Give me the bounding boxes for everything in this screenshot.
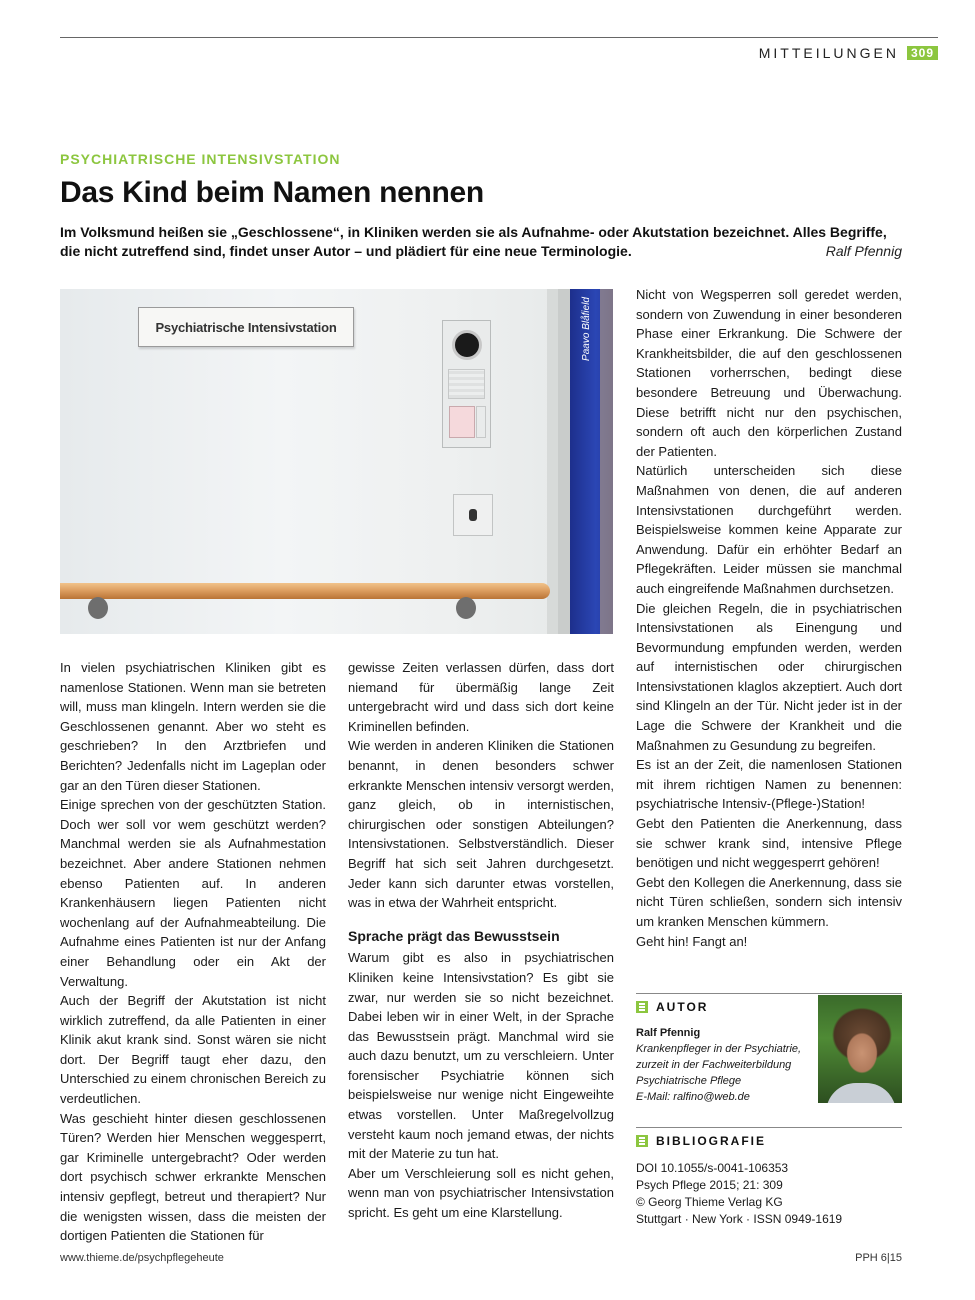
author-detail: Krankenpfleger in der Psychiatrie, [636, 1043, 802, 1055]
bibliography-lines [636, 1160, 902, 1228]
page-number-badge: 309 [907, 46, 938, 60]
paragraph: Warum gibt es also in psychiatrischen Kliniken keine Intensivstation? Es gibt sie zwar, nur werden sie so nicht bezeichnet. Dabei leben wir in einer Welt, in der Sprache das Bewusstsein prägt. Manchmal wird sie auch dazu benutzt, um zu verschleiern. Unter forensischer Psychiatrie können sich beispielsweise nur wenige nicht Eingeweihte etwas vorstellen. Unter Maßregelvollzug versteht kaum noch jemand etwas, der nichts mit der Materie zu tun hat. [348, 950, 614, 1162]
article-lead: Im Volksmund heißen sie „Geschlossene“, in Kliniken werden sie als Aufnahme- oder Akutstation bezeichnet. Alles Begriffe, die nicht zutreffend sind, findet unser Autor – und plädiert für eine neue Terminologie. [60, 224, 887, 259]
author-name: Ralf Pfennig [636, 1027, 701, 1039]
bibliography-citation: Psych Pflege 2015; 21: 309 [636, 1178, 783, 1192]
list-icon [636, 1135, 648, 1147]
footer-url[interactable]: www.thieme.de/psychpflegeheute [60, 1252, 224, 1264]
photo-panel-segment [476, 406, 486, 438]
photo-sign-text: Psychiatrische Intensivstation [155, 319, 337, 335]
bibliography-title [636, 1131, 902, 1151]
lead-author: Ralf Pfennig [825, 243, 902, 259]
section-name: MITTEILUNGEN [758, 45, 899, 61]
paragraph: Gebt den Patienten die Anerkennung, dass sie schwer krank sind, intensive Pflege benötigen und nicht weggesperrt gehören! [636, 816, 902, 871]
article-photo [60, 289, 613, 634]
photo-camera-icon [452, 330, 482, 360]
photo-door-edge [600, 289, 613, 634]
paragraph: Einige sprechen von der geschützten Station. Doch wer soll vor wem geschützt werden? Manchmal werden sie als Aufnahmestation bezeichnet. Aber andere Stationen nehmen ebenso Patienten auf. In anderen Krankenhäusern liegen Patienten nicht wochenlang auf der Aufnahmeabteilung. Die Aufnahme eines Patienten ist nur der Anfang einer Behandlung oder ein Akt der Verwaltung. [60, 797, 326, 989]
bibliography-publisher: © Georg Thieme Verlag KG [636, 1195, 783, 1209]
divider [636, 1127, 902, 1128]
author-box [636, 997, 902, 1105]
photo-credit: Paavo Blåfield [581, 297, 592, 361]
bibliography-doi: DOI 10.1055/s-0041-106353 [636, 1161, 789, 1175]
body-column-3 [636, 285, 902, 951]
author-email: E-Mail: ralfino@web.de [636, 1091, 750, 1103]
paragraph: In vielen psychiatrischen Kliniken gibt es namenlose Stationen. Wenn man sie betreten will, muss man klingeln. Intern werden sie die Geschlossenen genannt. Aber wo steht es geschrieben? In den Arztbriefen und Berichten? Jedenfalls nicht im Lageplan oder gar an den Türen dieser Stationen. [60, 660, 326, 793]
list-icon [636, 1001, 648, 1013]
article-headline: Das Kind beim Namen nennen [60, 176, 484, 209]
bibliography-title-text: BIBLIOGRAFIE [656, 1134, 766, 1148]
divider [636, 993, 902, 994]
paragraph: gewisse Zeiten verlassen dürfen, dass dort niemand für übermäßig lange Zeit untergebracht wird und dass sich dort keine Kriminellen befinden. [348, 660, 614, 734]
paragraph: Geht hin! Fangt an! [636, 933, 748, 949]
photo-intercom-panel [442, 320, 491, 448]
author-portrait-shirt [826, 1083, 896, 1103]
section-header [759, 45, 938, 61]
author-detail: Psychiatrische Pflege [636, 1075, 742, 1087]
photo-bell-button [449, 406, 475, 438]
photo-station-sign [138, 307, 354, 347]
paragraph: Es ist an der Zeit, die namenlosen Stationen mit ihrem richtigen Namen zu benennen: psychiatrische Intensiv-(Pflege-)Station! [636, 757, 902, 812]
paragraph: Auch der Begriff der Akutstation ist nicht wirklich zutreffend, da alle Patienten in einer Klinik akut krank sind. Sonst wären sie nicht dort. Der Begriff taugt eher dazu, den Unterschied zu einem chronischen Bereich zu verdeutlichen. [60, 993, 326, 1107]
photo-rail-bracket [456, 597, 476, 619]
article-kicker: PSYCHIATRISCHE INTENSIVSTATION [60, 151, 341, 167]
paragraph: Nicht von Wegsperren soll geredet werden, sondern von Zuwendung in einer besonderen Phase einer Erkrankung. Die Schwere der Krankheitsbilder, die auf den geschlossenen Stationen vorherrschen, bedingt diese besondere Betreuung und Überwachung. Diese betrifft nicht nur den psychischen, sondern oft auch den körperlichen Zustand der Patienten. [636, 287, 902, 459]
author-portrait [818, 995, 902, 1103]
body-column-1 [60, 658, 326, 1246]
paragraph: Die gleichen Regeln, die in psychiatrischen Intensivstationen als Einengung und Bevormundung empfunden werden, werden auf internistischen oder chirurgischen Intensivstationen klaglos akzeptiert. Auch dort sind Klingeln an der Tür. Nicht jeder ist in der Lage die Schwere der Krankheit und die Maßnahmen zu Gesundung zu begreifen. [636, 600, 902, 753]
photo-handrail [60, 583, 550, 599]
author-detail: zurzeit in der Fachweiterbildung [636, 1059, 792, 1071]
footer-issue: PPH 6|15 [855, 1252, 902, 1264]
paragraph: Was geschieht hinter diesen geschlossenen Türen? Werden hier Menschen weggesperrt, gar Kriminelle untergebracht? Oder werden dort psychisch schwer erkrankte Menschen intensiv gepflegt, betreut und therapiert? Nur die wenigsten wissen, dass die meisten der dortigen Patienten die Stationen für [60, 1110, 326, 1244]
photo-rail-bracket [88, 597, 108, 619]
photo-speaker-grill [448, 369, 485, 399]
paragraph: Wie werden in anderen Kliniken die Stationen benannt, in denen besonders schwer erkrankte Menschen intensiv versorgt werden, ganz gleich, ob in internistischen, chirurgischen oder sonstigen Abteilungen? Intensivstationen. Selbstverständlich. Dieser Begriff hat sich seit Jahren durchgesetzt. Jeder kann sich darunter etwas vorstellen, was in etwa der Wahrheit entspricht. [348, 738, 614, 911]
paragraph: Natürlich unterscheiden sich diese Maßnahmen von denen, die auf anderen Intensivstationen durchgeführt werden. Beispielsweise kommen keine Apparate zur Anwendung. Dafür ein erhöhter Bedarf an Pflegekräften. Leider müssen sie manchmal auch eingreifende Maßnahmen durchsetzen. [636, 463, 902, 596]
author-box-title-text: AUTOR [656, 1000, 709, 1014]
paragraph: Aber um Verschleierung soll es nicht gehen, wenn man von psychiatrischer Intensivstation spricht. Es geht um eine Klarstellung. [348, 1165, 614, 1221]
top-rule [60, 37, 938, 38]
paragraph: Gebt den Kollegen die Anerkennung, dass sie nicht Türen schließen, sondern sich intensiv um kranken Menschen kümmern. [636, 874, 902, 929]
photo-key-switch [453, 494, 493, 536]
bibliography-issn: Stuttgart · New York · ISSN 0949-1619 [636, 1212, 843, 1226]
bibliography-box [636, 1131, 902, 1228]
photo-door-jamb [558, 289, 570, 634]
photo-keyhole-icon [469, 509, 477, 521]
subheading: Sprache prägt das Bewusstsein [348, 927, 560, 944]
body-column-2 [348, 658, 614, 1223]
